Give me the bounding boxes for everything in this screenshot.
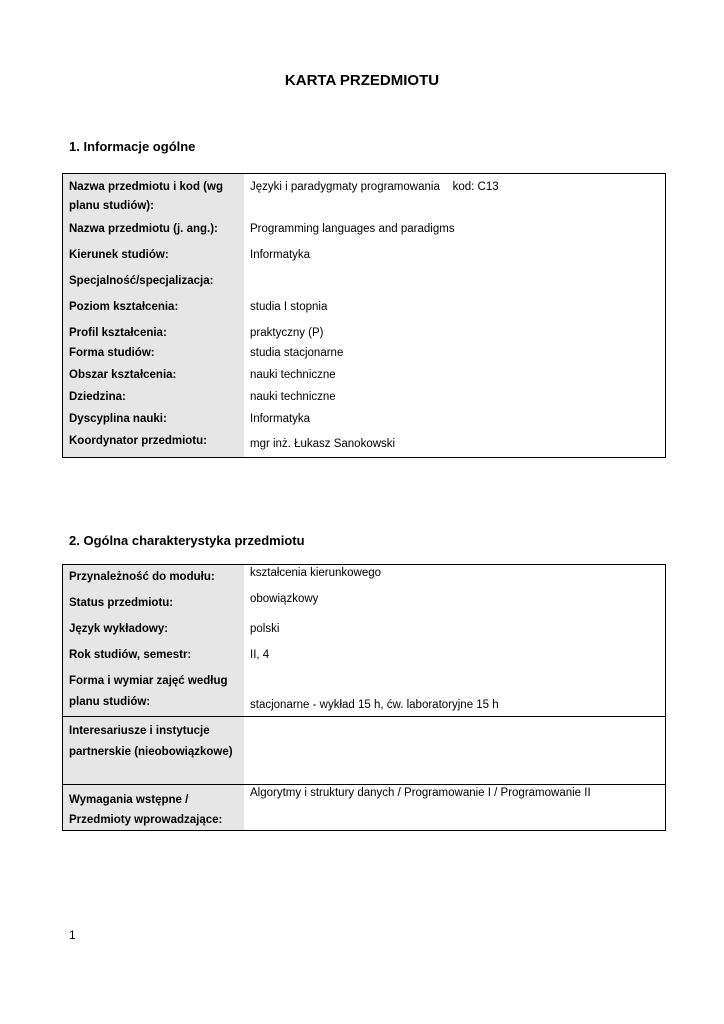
- field-label: Koordynator przedmiotu:: [63, 432, 245, 458]
- field-value: mgr inż. Łukasz Sanokowski: [244, 432, 666, 458]
- field-value: nauki techniczne: [244, 366, 666, 388]
- field-label: Nazwa przedmiotu i kod (wg planu studiów):: [63, 174, 245, 218]
- table-row: [63, 565, 666, 591]
- table-row: [63, 785, 666, 831]
- table-row: [63, 218, 666, 244]
- table-row: [63, 591, 666, 617]
- field-value: Informatyka: [244, 410, 666, 432]
- field-value: Algorytmy i struktury danych / Programowanie I / Programowanie II: [244, 785, 666, 831]
- field-value: stacjonarne - wykład 15 h, ćw. laboratoryjne 15 h: [244, 667, 666, 717]
- field-label: Wymagania wstępne / Przedmioty wprowadzające:: [63, 785, 245, 831]
- general-info-table: [62, 173, 666, 458]
- page-number: 1: [69, 928, 76, 942]
- table-row: [63, 717, 666, 785]
- field-value: studia I stopnia: [244, 296, 666, 322]
- field-label: Specjalność/specjalizacja:: [63, 270, 245, 296]
- field-label: Forma i wymiar zajęć według planu studiów:: [63, 667, 245, 717]
- field-label: Status przedmiotu:: [63, 591, 245, 617]
- field-value: kształcenia kierunkowego: [244, 565, 666, 591]
- field-label: Rok studiów, semestr:: [63, 643, 245, 667]
- table-row: [63, 410, 666, 432]
- table-row: [63, 667, 666, 717]
- field-value: obowiązkowy: [244, 591, 666, 617]
- table-row: [63, 322, 666, 344]
- field-value: polski: [244, 617, 666, 643]
- field-value: nauki techniczne: [244, 388, 666, 410]
- field-label: Profil kształcenia:: [63, 322, 245, 344]
- field-label: Kierunek studiów:: [63, 244, 245, 270]
- table-row: [63, 296, 666, 322]
- field-label: Dyscyplina nauki:: [63, 410, 245, 432]
- field-label: Język wykładowy:: [63, 617, 245, 643]
- field-label: Interesariusze i instytucje partnerskie (nieobowiązkowe): [63, 717, 245, 785]
- field-label: Dziedzina:: [63, 388, 245, 410]
- document-title: KARTA PRZEDMIOTU: [284, 72, 440, 89]
- table-row: [63, 617, 666, 643]
- field-label: Nazwa przedmiotu (j. ang.):: [63, 218, 245, 244]
- field-value: Języki i paradygmaty programowania kod: C13: [244, 174, 666, 218]
- table-row: [63, 244, 666, 270]
- field-label: Forma studiów:: [63, 344, 245, 366]
- table-row: [63, 366, 666, 388]
- field-value: Informatyka: [244, 244, 666, 270]
- field-value: II, 4: [244, 643, 666, 667]
- table-row: [63, 432, 666, 458]
- section1-heading: 1. Informacje ogólne: [69, 139, 196, 154]
- field-label: Przynależność do modułu:: [63, 565, 245, 591]
- field-value: Programming languages and paradigms: [244, 218, 666, 244]
- table-row: [63, 388, 666, 410]
- table-row: [63, 344, 666, 366]
- field-value: [244, 270, 666, 296]
- table-row: [63, 270, 666, 296]
- table-row: [63, 643, 666, 667]
- field-value: [244, 717, 666, 785]
- field-value: studia stacjonarne: [244, 344, 666, 366]
- course-characteristics-table: [62, 564, 666, 831]
- field-value: praktyczny (P): [244, 322, 666, 344]
- section2-heading: 2. Ogólna charakterystyka przedmiotu: [69, 533, 305, 548]
- field-label: Poziom kształcenia:: [63, 296, 245, 322]
- table-row: [63, 174, 666, 218]
- field-label: Obszar kształcenia:: [63, 366, 245, 388]
